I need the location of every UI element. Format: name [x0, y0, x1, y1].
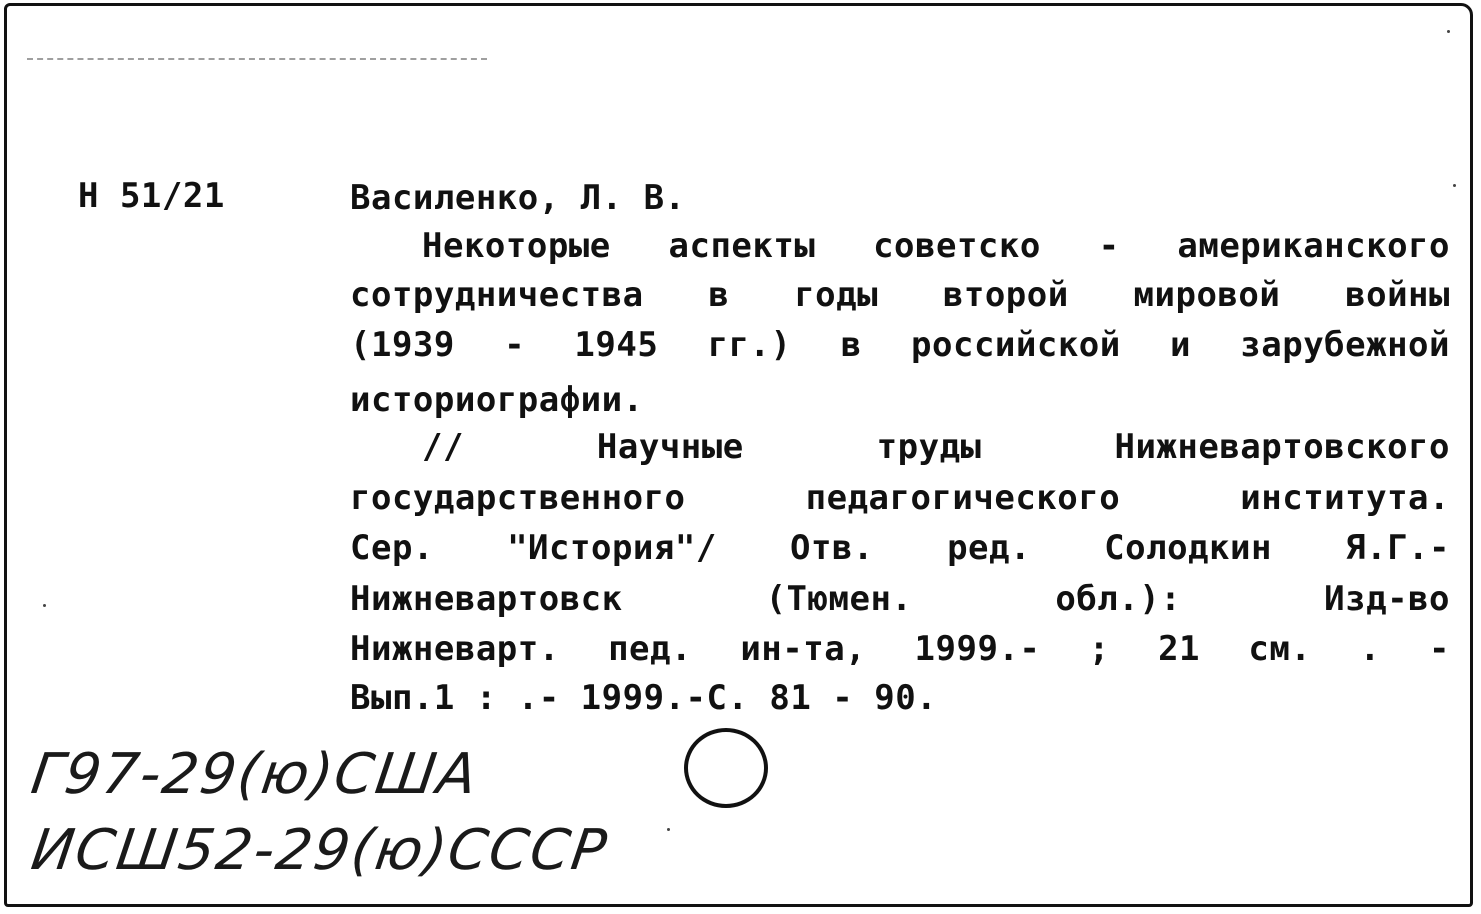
handwritten-class-code: Г97-29(ю)США: [27, 742, 483, 807]
speck: [1453, 184, 1456, 187]
title-line: сотрудничества в годы второй мировой войны: [350, 275, 1450, 315]
call-number: Н 51/21: [78, 176, 225, 216]
title-line: Некоторые аспекты советско - американского: [422, 226, 1450, 266]
source-line: Нижневартовск (Тюмен. обл.): Изд-во: [350, 579, 1450, 619]
dashed-rule: [27, 58, 487, 60]
handwritten-class-code: ИСШ52-29(ю)СССР: [27, 818, 613, 883]
speck: [667, 828, 670, 831]
title-line: (1939 - 1945 гг.) в российской и зарубежной: [350, 325, 1450, 365]
title-line: историографии.: [350, 380, 644, 420]
source-line: Сер. "История"/ Отв. ред. Солодкин Я.Г.-: [350, 528, 1450, 568]
author: Василенко, Л. В.: [350, 178, 686, 218]
speck: [43, 604, 46, 607]
source-line: Вып.1 : .- 1999.-С. 81 - 90.: [350, 678, 938, 718]
circle-mark: [684, 728, 768, 808]
source-line: // Научные труды Нижневартовского: [422, 427, 1450, 467]
speck: [1447, 30, 1450, 33]
source-line: Нижневарт. пед. ин-та, 1999.- ; 21 см. . -: [350, 629, 1450, 669]
source-line: государственного педагогического института.: [350, 478, 1450, 518]
